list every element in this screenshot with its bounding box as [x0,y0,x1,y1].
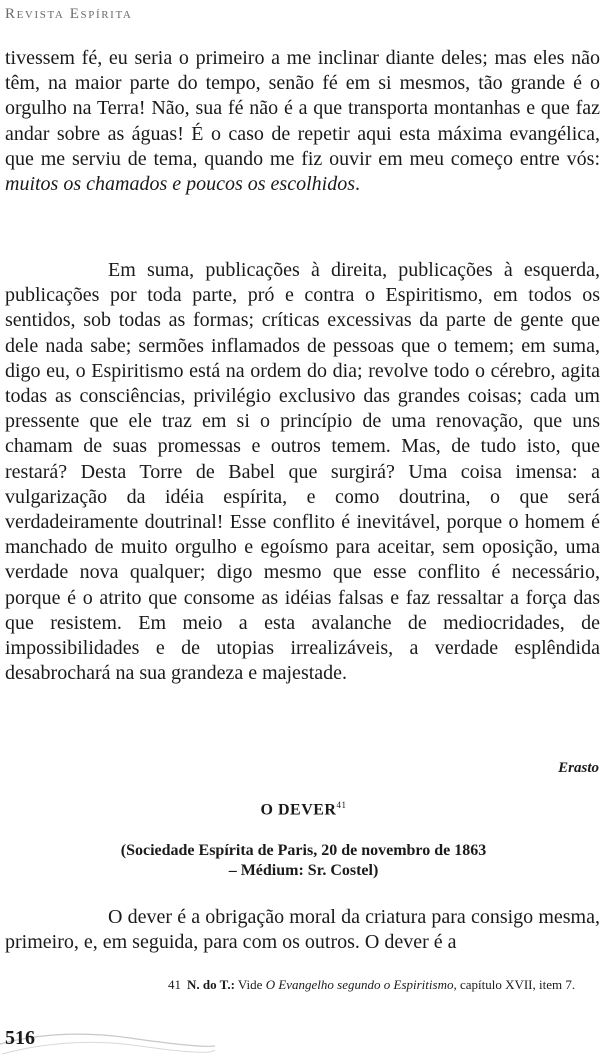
footnote-post: , capítulo XVII, item 7. [453,977,576,992]
footnote-ref: 41 [336,800,347,810]
footnote-pre: Vide [234,977,266,992]
paragraph-1-text: tivessem fé, eu seria o primeiro a me inclinar diante deles; mas eles não têm, na maior parte do tempo, senão fé em si mesmos, tão grande é o orgulho na Terra! Não, sua fé não é a que transporta montanhas e que faz andar sobre as águas! É o caso de repetir aqui esta máxima evangélica, que me serviu de tema, quando me fiz ouvir em meu começo entre vós: [5,47,600,170]
section-subtitle-line-1: (Sociedade Espírita de Paris, 20 de novembro de 1863 [120,842,487,859]
footnote-book-title: O Evangelho segundo o Espiritismo [265,977,454,992]
paragraph-1 [5,46,600,197]
section-title-text: O DEVER [260,801,337,819]
paragraph-1-end: . [354,173,360,196]
paragraph-1-quote: muitos os chamados e poucos os escolhidos [5,173,355,196]
footnote-label: N. do T.: [187,977,235,992]
page-number: 516 [5,1027,35,1049]
section-subtitle-line-2: – Médium: Sr. Costel) [228,862,379,879]
paragraph-3: O dever é a obrigação moral da criatura para consigo mesma, primeiro, e, em seguida, para com os outros. O dever é a [5,906,600,954]
footnote-number: 41 [168,977,181,992]
running-head: Revista Espírita [5,6,133,22]
paragraph-2: Em suma, publicações à direita, publicações à esquerda, publicações por toda parte, pró e contra o Espiritismo, em todos os sentidos, sob todas as formas; críticas excessivas da parte de gente que dele nada sabe; sermões inflamados de pessoas que o temem; em suma, digo eu, o Espiritismo está na ordem do dia; revolve todo o cérebro, agita todas as consciências, privilégio exclusivo das grandes coisas; cada um pressente que ele traz em si o princípio de uma renovação, que uns chamam de suas promessas e outros temem. Mas, de tudo isto, que restará? Desta Torre de Babel que surgirá? Uma coisa imensa: a vulgarização da idéia espírita, e como doutrina, o que será verdadeiramente doutrinal! Esse conflito é inevitável, porque o homem é manchado de muito orgulho e egoísmo para aceitar, sem oposição, uma verdade nova qualquer; digo mesmo que esse conflito é necessário, porque é o atrito que consome as idéias falsas e faz ressaltar a força das que resistem. Em meio a esta avalanche de mediocridades, de impossibilidades e de utopias irrealizáveis, a verdade esplêndida desabrochará na sua grandeza e majestade. [5,259,600,685]
author-signature: Erasto [558,760,599,776]
section-title [0,800,607,819]
footnote [168,976,600,993]
